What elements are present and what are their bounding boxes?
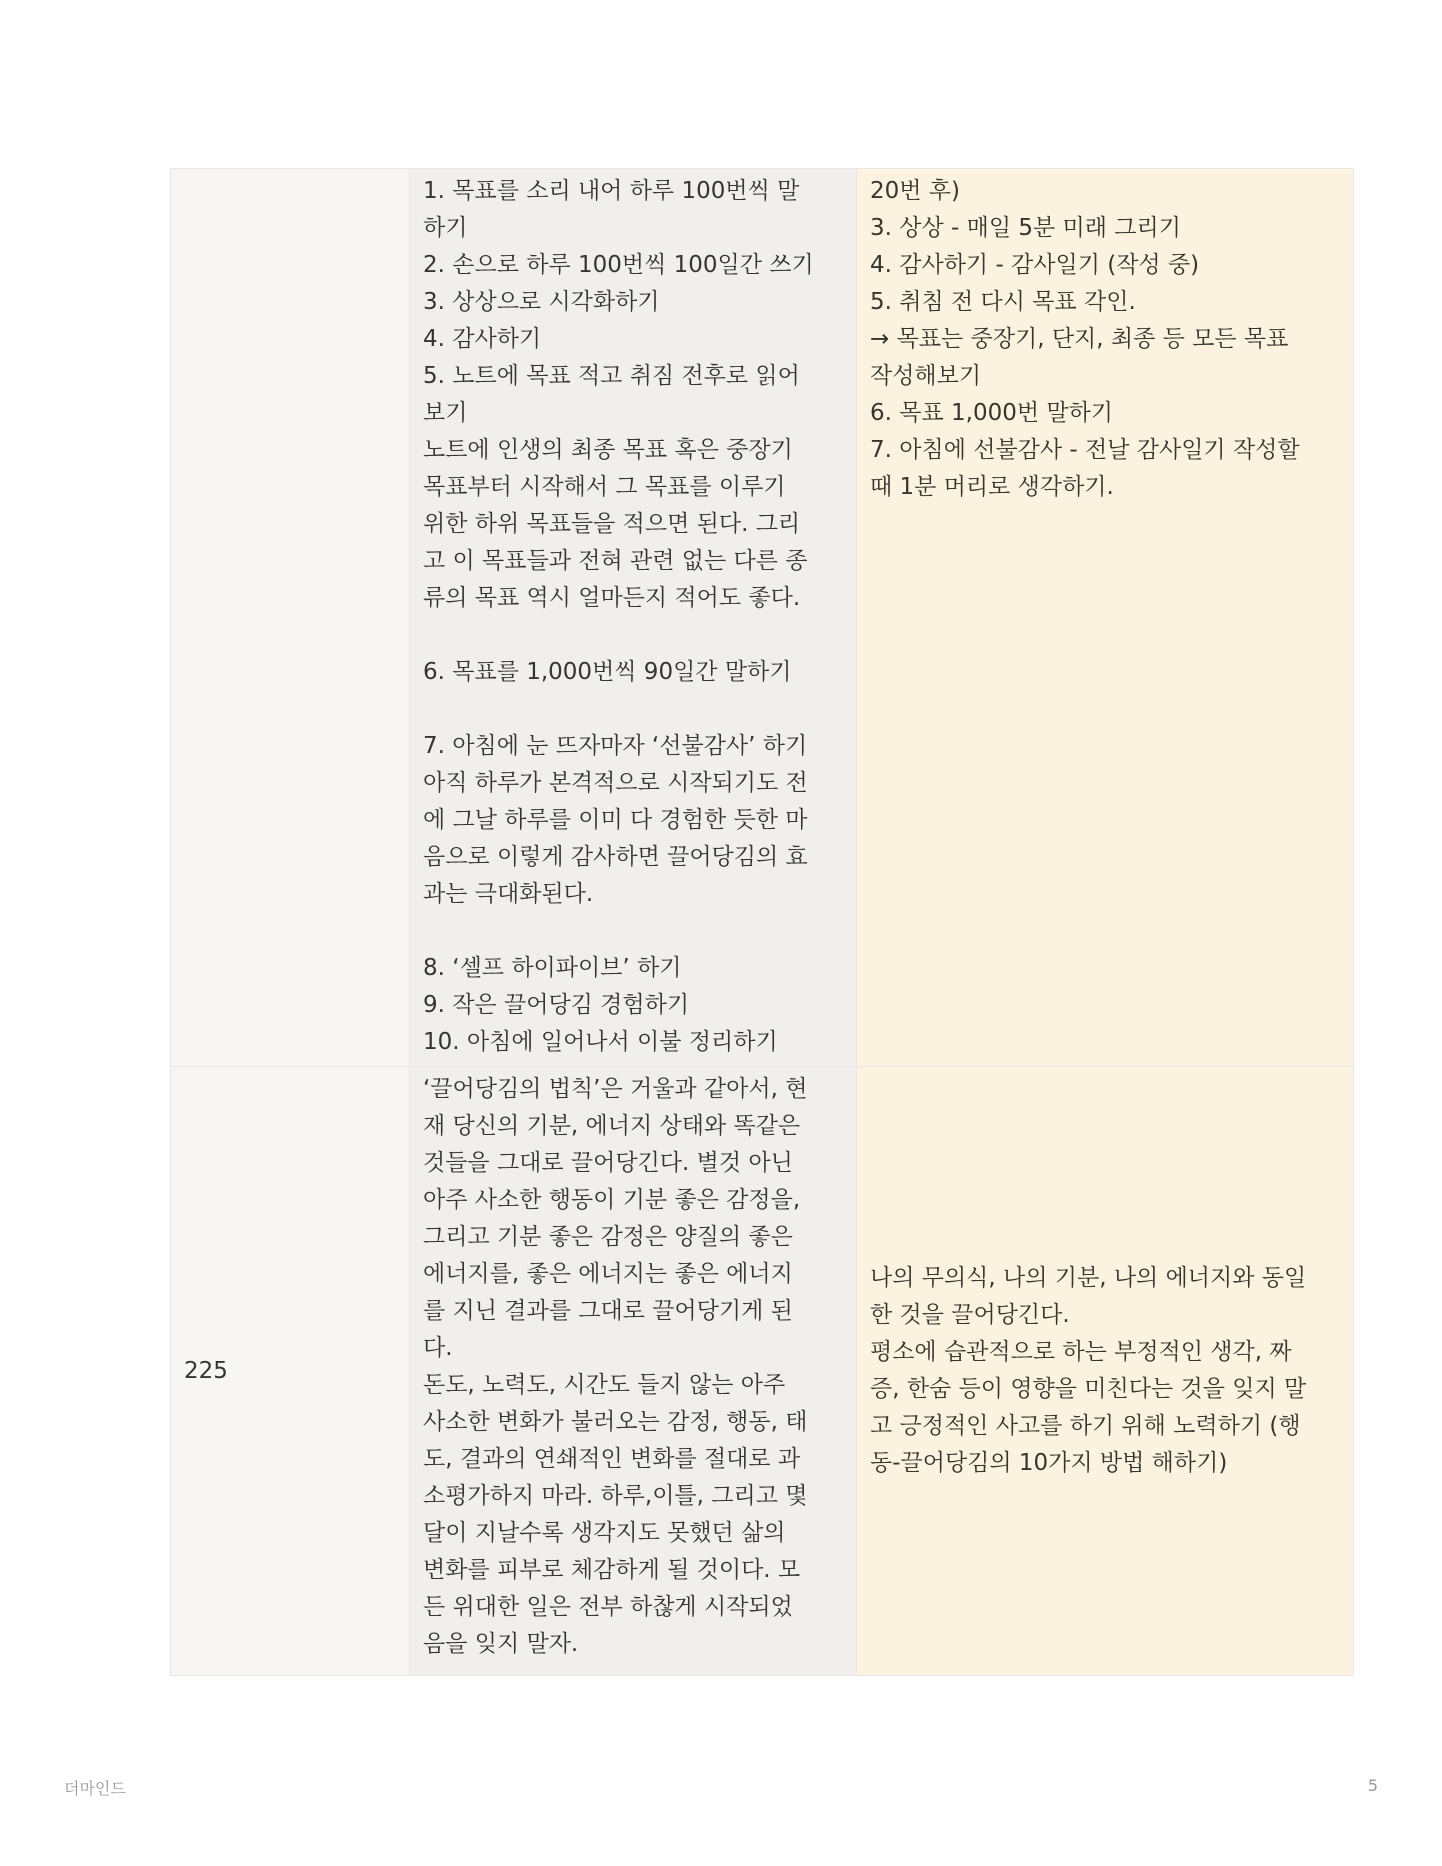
book-line: 10. 아침에 일어나서 이불 정리하기: [423, 1029, 778, 1055]
book-line: 그리고 기분 좋은 감정은 양질의 좋은: [423, 1224, 793, 1250]
table-row: [171, 169, 1354, 1067]
note-line: 때 1분 머리로 생각하기.: [870, 474, 1114, 500]
page-cell: [171, 169, 410, 1067]
note-line: 증, 한숨 등이 영향을 미친다는 것을 잊지 말: [870, 1376, 1307, 1402]
book-quote-cell: [410, 169, 857, 1067]
book-quote-cell: [410, 1067, 857, 1676]
note-line: 5. 취침 전 다시 목표 각인.: [870, 289, 1136, 315]
book-line: 아주 사소한 행동이 기분 좋은 감정을,: [423, 1187, 801, 1213]
note-line: 20번 후): [870, 178, 960, 204]
book-line: 도, 결과의 연쇄적인 변화를 절대로 과: [423, 1446, 801, 1472]
book-line: 다.: [423, 1335, 453, 1361]
note-line: 6. 목표 1,000번 말하기: [870, 400, 1114, 426]
book-line: 든 위대한 일은 전부 하찮게 시작되었: [423, 1594, 793, 1620]
note-line: 4. 감사하기 - 감사일기 (작성 중): [870, 252, 1200, 278]
note-line: 평소에 습관적으로 하는 부정적인 생각, 짜: [870, 1339, 1292, 1365]
book-line: 4. 감사하기: [423, 326, 542, 352]
book-line: [423, 913, 843, 950]
book-line: 소평가하지 마라. 하루,이틀, 그리고 몇: [423, 1483, 808, 1509]
book-line: 과는 극대화된다.: [423, 881, 594, 907]
note-line: 나의 무의식, 나의 기분, 나의 에너지와 동일: [870, 1265, 1307, 1291]
notes-table: [170, 168, 1354, 1676]
book-line: 보기: [423, 400, 468, 426]
book-line: 달이 지날수록 생각지도 못했던 삶의: [423, 1520, 786, 1546]
book-line: 3. 상상으로 시각화하기: [423, 289, 660, 315]
book-line: 목표부터 시작해서 그 목표를 이루기: [423, 474, 786, 500]
book-line: [423, 691, 843, 728]
book-line: 에너지를, 좋은 에너지는 좋은 에너지: [423, 1261, 793, 1287]
book-line: 노트에 인생의 최종 목표 혹은 중장기: [423, 437, 793, 463]
book-line: 에 그날 하루를 이미 다 경험한 듯한 마: [423, 807, 808, 833]
book-line: 9. 작은 끌어당김 경험하기: [423, 992, 690, 1018]
book-line: 8. ‘셀프 하이파이브’ 하기: [423, 955, 682, 981]
book-line: 1. 목표를 소리 내어 하루 100번씩 말: [423, 178, 800, 204]
book-line: 사소한 변화가 불러오는 감정, 행동, 태: [423, 1409, 808, 1435]
book-line: 6. 목표를 1,000번씩 90일간 말하기: [423, 659, 792, 685]
my-note-cell: [857, 1067, 1354, 1676]
book-line: 5. 노트에 목표 적고 취짐 전후로 읽어: [423, 363, 800, 389]
book-line: 류의 목표 역시 얼마든지 적어도 좋다.: [423, 585, 801, 611]
my-note-cell: [857, 169, 1354, 1067]
book-line: 돈도, 노력도, 시간도 들지 않는 아주: [423, 1372, 786, 1398]
book-line: 음으로 이렇게 감사하면 끌어당김의 효: [423, 844, 808, 870]
note-line: 7. 아침에 선불감사 - 전날 감사일기 작성할: [870, 437, 1300, 463]
note-line: → 목표는 중장기, 단지, 최종 등 모든 목표: [870, 326, 1289, 352]
note-line: 작성해보기: [870, 363, 982, 389]
book-line: [423, 617, 843, 654]
book-line: 고 이 목표들과 전혀 관련 없는 다른 종: [423, 548, 808, 574]
note-line: 3. 상상 - 매일 5분 미래 그리기: [870, 215, 1181, 241]
book-line: 하기: [423, 215, 468, 241]
book-line: 재 당신의 기분, 에너지 상태와 똑같은: [423, 1113, 801, 1139]
book-line: 변화를 피부로 체감하게 될 것이다. 모: [423, 1557, 801, 1583]
note-line: 한 것을 끌어당긴다.: [870, 1302, 1070, 1328]
note-line: 동-끌어당김의 10가지 방법 해하기): [870, 1450, 1228, 1476]
book-line: 아직 하루가 본격적으로 시작되기도 전: [423, 770, 808, 796]
book-line: 위한 하위 목표들을 적으면 된다. 그리: [423, 511, 801, 537]
book-line: ‘끌어당김의 법칙’은 거울과 같아서, 현: [423, 1076, 808, 1102]
book-line: 음을 잊지 말자.: [423, 1631, 579, 1657]
book-line: 7. 아침에 눈 뜨자마자 ‘선불감사’ 하기: [423, 733, 808, 759]
book-line: 를 지닌 결과를 그대로 끌어당기게 된: [423, 1298, 793, 1324]
page-cell: 225: [171, 1067, 410, 1676]
book-line: 2. 손으로 하루 100번씩 100일간 쓰기: [423, 252, 814, 278]
table-row: [171, 1067, 1354, 1676]
book-line: 것들을 그대로 끌어당긴다. 별것 아닌: [423, 1150, 793, 1176]
note-line: 고 긍정적인 사고를 하기 위해 노력하기 (행: [870, 1413, 1301, 1439]
footer-page-number: 5: [1367, 1776, 1378, 1795]
footer-title: 더마인드: [64, 1779, 126, 1798]
